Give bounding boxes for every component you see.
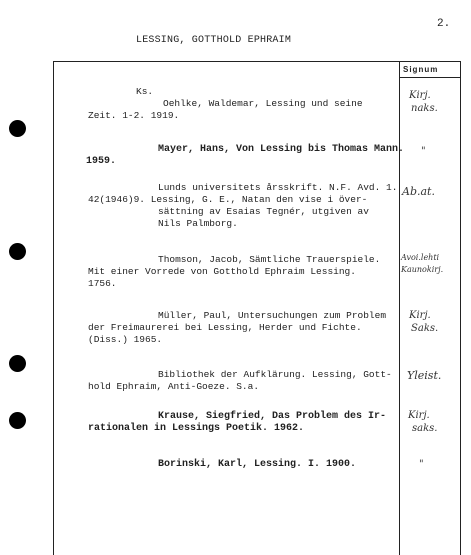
entry-3-line-1: Lunds universitets årsskrift. N.F. Avd. 1. [158, 182, 398, 193]
entry-4-signum-1: Avoi.lehti [401, 253, 440, 262]
entry-6-signum: Yleist. [407, 369, 442, 382]
entry-1-line-1: Ks. [136, 86, 154, 97]
entry-7-line-2: rationalen in Lessings Poetik. 1962. [88, 423, 305, 434]
punch-hole [9, 355, 26, 372]
entry-6-line-2: hold Ephraim, Anti-Goeze. S.a. [88, 381, 260, 392]
punch-hole [9, 412, 26, 429]
entry-8-line-1: Borinski, Karl, Lessing. I. 1900. [158, 459, 357, 470]
entry-1-signum-2: naks. [411, 103, 438, 114]
entry-7-signum-1: Kirj. [408, 410, 430, 421]
entry-1-line-3: Zeit. 1-2. 1919. [88, 110, 180, 121]
signum-column-left-rule [399, 61, 400, 555]
entry-8-signum: " [419, 459, 424, 470]
signum-header-rule [399, 77, 461, 78]
entry-1-signum-1: Kirj. [409, 90, 431, 101]
frame-left-rule [53, 61, 54, 555]
card-header: LESSING, GOTTHOLD EPHRAIM [136, 35, 292, 46]
punch-hole [9, 243, 26, 260]
entry-4-line-2: Mit einer Vorrede von Gotthold Ephraim Lessing. [88, 266, 356, 277]
entry-5-line-2: der Freimaurerei bei Lessing, Herder und Fichte. [88, 322, 362, 333]
page-number: 2. [437, 18, 451, 30]
entry-5-line-3: (Diss.) 1965. [88, 334, 163, 345]
entry-7-line-1: Krause, Siegfried, Das Problem des Ir- [158, 411, 387, 422]
entry-5-signum-1: Kirj. [409, 310, 431, 321]
entry-7-signum-2: saks. [412, 423, 438, 434]
entry-3-signum: Ab.at. [402, 185, 435, 198]
entry-4-signum-2: Kaunokirj. [401, 265, 444, 274]
entry-1-line-2: Oehlke, Waldemar, Lessing und seine [163, 98, 363, 109]
entry-6-line-1: Bibliothek der Aufklärung. Lessing, Gott- [158, 369, 392, 380]
signum-column-right-rule [460, 61, 461, 555]
entry-5-line-1: Müller, Paul, Untersuchungen zum Problem [158, 310, 387, 321]
entry-3-line-4: Nils Palmborg. [158, 218, 238, 229]
punch-hole [9, 120, 26, 137]
entry-4-line-3: 1756. [88, 278, 117, 289]
entry-3-line-3: sättning av Esaias Tegnér, utgiven av [158, 206, 369, 217]
entry-2-line-1: Mayer, Hans, Von Lessing bis Thomas Mann. [158, 144, 405, 155]
entry-2-signum: " [421, 146, 426, 157]
entry-3-line-2: 42(1946)9. Lessing, G. E., Natan den vise i över- [88, 194, 368, 205]
entry-4-line-1: Thomson, Jacob, Sämtliche Trauerspiele. [158, 254, 381, 265]
entry-5-signum-2: Saks. [411, 323, 439, 334]
signum-column-header: Signum [403, 65, 439, 74]
entry-2-line-2: 1959. [86, 156, 117, 167]
